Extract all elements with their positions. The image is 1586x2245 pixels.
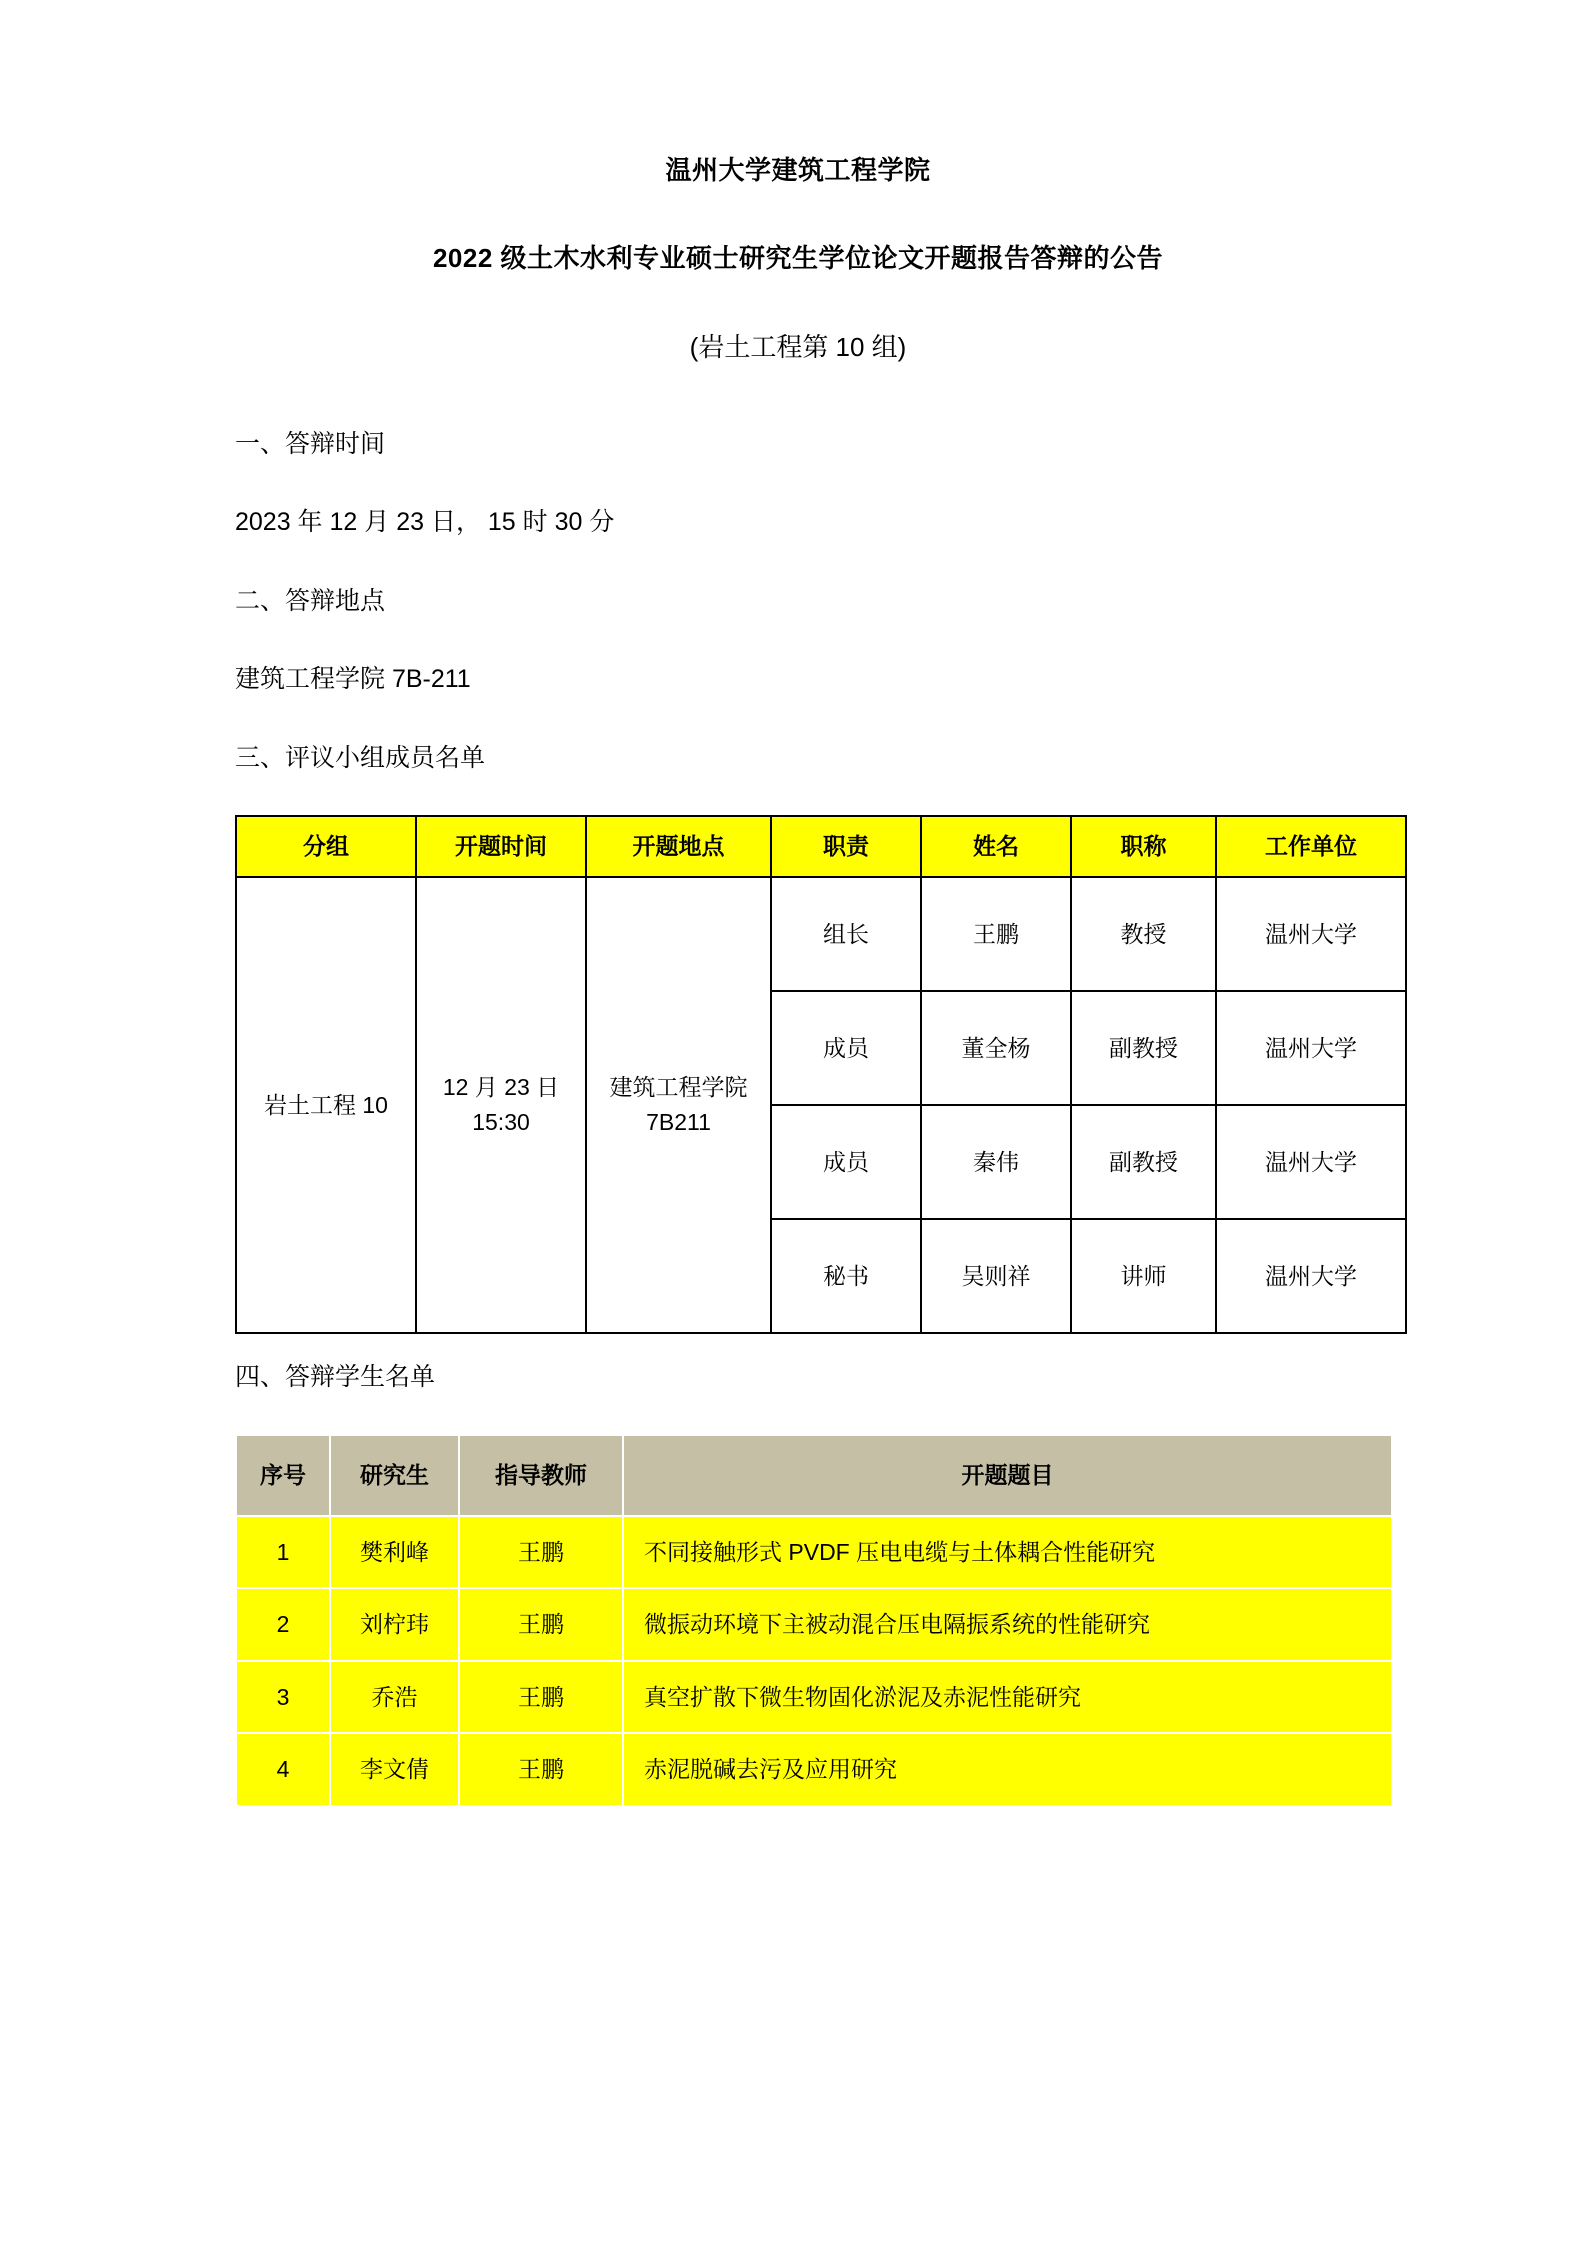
table-row [236, 877, 1406, 991]
page-title-group: (岩土工程第 10 组) [689, 332, 907, 363]
committee-name-cell: 王鹏 [921, 877, 1071, 991]
student-advisor-cell: 王鹏 [459, 1661, 623, 1734]
students-table [235, 1434, 1393, 1807]
page-title-primary: 温州大学建筑工程学院 [665, 155, 931, 185]
student-name-cell: 乔浩 [330, 1661, 459, 1734]
committee-header-place: 开题地点 [586, 816, 771, 877]
students-header-topic: 开题题目 [623, 1435, 1392, 1516]
committee-role-cell: 秘书 [771, 1219, 921, 1333]
committee-header-unit: 工作单位 [1216, 816, 1406, 877]
table-row [236, 1516, 1392, 1589]
student-advisor-cell: 王鹏 [459, 1733, 623, 1806]
student-name-cell: 李文倩 [330, 1733, 459, 1806]
student-name-cell: 刘柠玮 [330, 1588, 459, 1661]
committee-header-role: 职责 [771, 816, 921, 877]
students-header-no: 序号 [236, 1435, 330, 1516]
student-no-cell: 2 [236, 1588, 330, 1661]
committee-name-cell: 秦伟 [921, 1105, 1071, 1219]
section-heading-time: 一、答辩时间 [235, 429, 386, 458]
committee-unit-cell: 温州大学 [1216, 991, 1406, 1105]
committee-place-cell: 建筑工程学院 7B211 [586, 877, 771, 1333]
students-table-header [236, 1435, 1392, 1516]
section-heading-committee: 三、评议小组成员名单 [235, 743, 486, 772]
committee-role-cell: 成员 [771, 991, 921, 1105]
defense-place-text: 建筑工程学院 7B-211 [235, 665, 471, 694]
student-name-cell: 樊利峰 [330, 1516, 459, 1589]
committee-header-group: 分组 [236, 816, 416, 877]
student-no-cell: 1 [236, 1516, 330, 1589]
committee-role-cell: 成员 [771, 1105, 921, 1219]
table-header-row [236, 816, 1406, 877]
committee-table-body [236, 877, 1406, 1333]
students-header-advisor: 指导教师 [459, 1435, 623, 1516]
committee-table [235, 815, 1407, 1334]
student-topic-cell: 赤泥脱碱去污及应用研究 [623, 1733, 1392, 1806]
student-topic-cell: 微振动环境下主被动混合压电隔振系统的性能研究 [623, 1588, 1392, 1661]
committee-role-cell: 组长 [771, 877, 921, 991]
student-topic-cell: 真空扩散下微生物固化淤泥及赤泥性能研究 [623, 1661, 1392, 1734]
defense-time-text: 2023 年 12 月 23 日， 15 时 30 分 [235, 508, 615, 537]
committee-rank-cell: 讲师 [1071, 1219, 1216, 1333]
students-table-body [236, 1516, 1392, 1806]
section-heading-students: 四、答辩学生名单 [235, 1362, 436, 1391]
committee-rank-cell: 副教授 [1071, 991, 1216, 1105]
student-advisor-cell: 王鹏 [459, 1516, 623, 1589]
committee-unit-cell: 温州大学 [1216, 1219, 1406, 1333]
committee-time-cell: 12 月 23 日 15:30 [416, 877, 586, 1333]
page-title-secondary: 2022 级土木水利专业硕士研究生学位论文开题报告答辩的公告 [432, 242, 1164, 273]
committee-header-rank: 职称 [1071, 816, 1216, 877]
committee-table-header [236, 816, 1406, 877]
committee-rank-cell: 教授 [1071, 877, 1216, 991]
student-no-cell: 4 [236, 1733, 330, 1806]
committee-rank-cell: 副教授 [1071, 1105, 1216, 1219]
committee-name-cell: 董全杨 [921, 991, 1071, 1105]
committee-name-cell: 吴则祥 [921, 1219, 1071, 1333]
student-topic-cell: 不同接触形式 PVDF 压电电缆与土体耦合性能研究 [623, 1516, 1392, 1589]
student-advisor-cell: 王鹏 [459, 1588, 623, 1661]
table-row [236, 1661, 1392, 1734]
table-row [236, 1733, 1392, 1806]
table-row [236, 1588, 1392, 1661]
students-header-student: 研究生 [330, 1435, 459, 1516]
committee-header-time: 开题时间 [416, 816, 586, 877]
committee-unit-cell: 温州大学 [1216, 877, 1406, 991]
committee-group-cell: 岩土工程 10 [236, 877, 416, 1333]
committee-header-name: 姓名 [921, 816, 1071, 877]
table-header-row [236, 1435, 1392, 1516]
student-no-cell: 3 [236, 1661, 330, 1734]
committee-unit-cell: 温州大学 [1216, 1105, 1406, 1219]
section-heading-place: 二、答辩地点 [235, 586, 386, 615]
